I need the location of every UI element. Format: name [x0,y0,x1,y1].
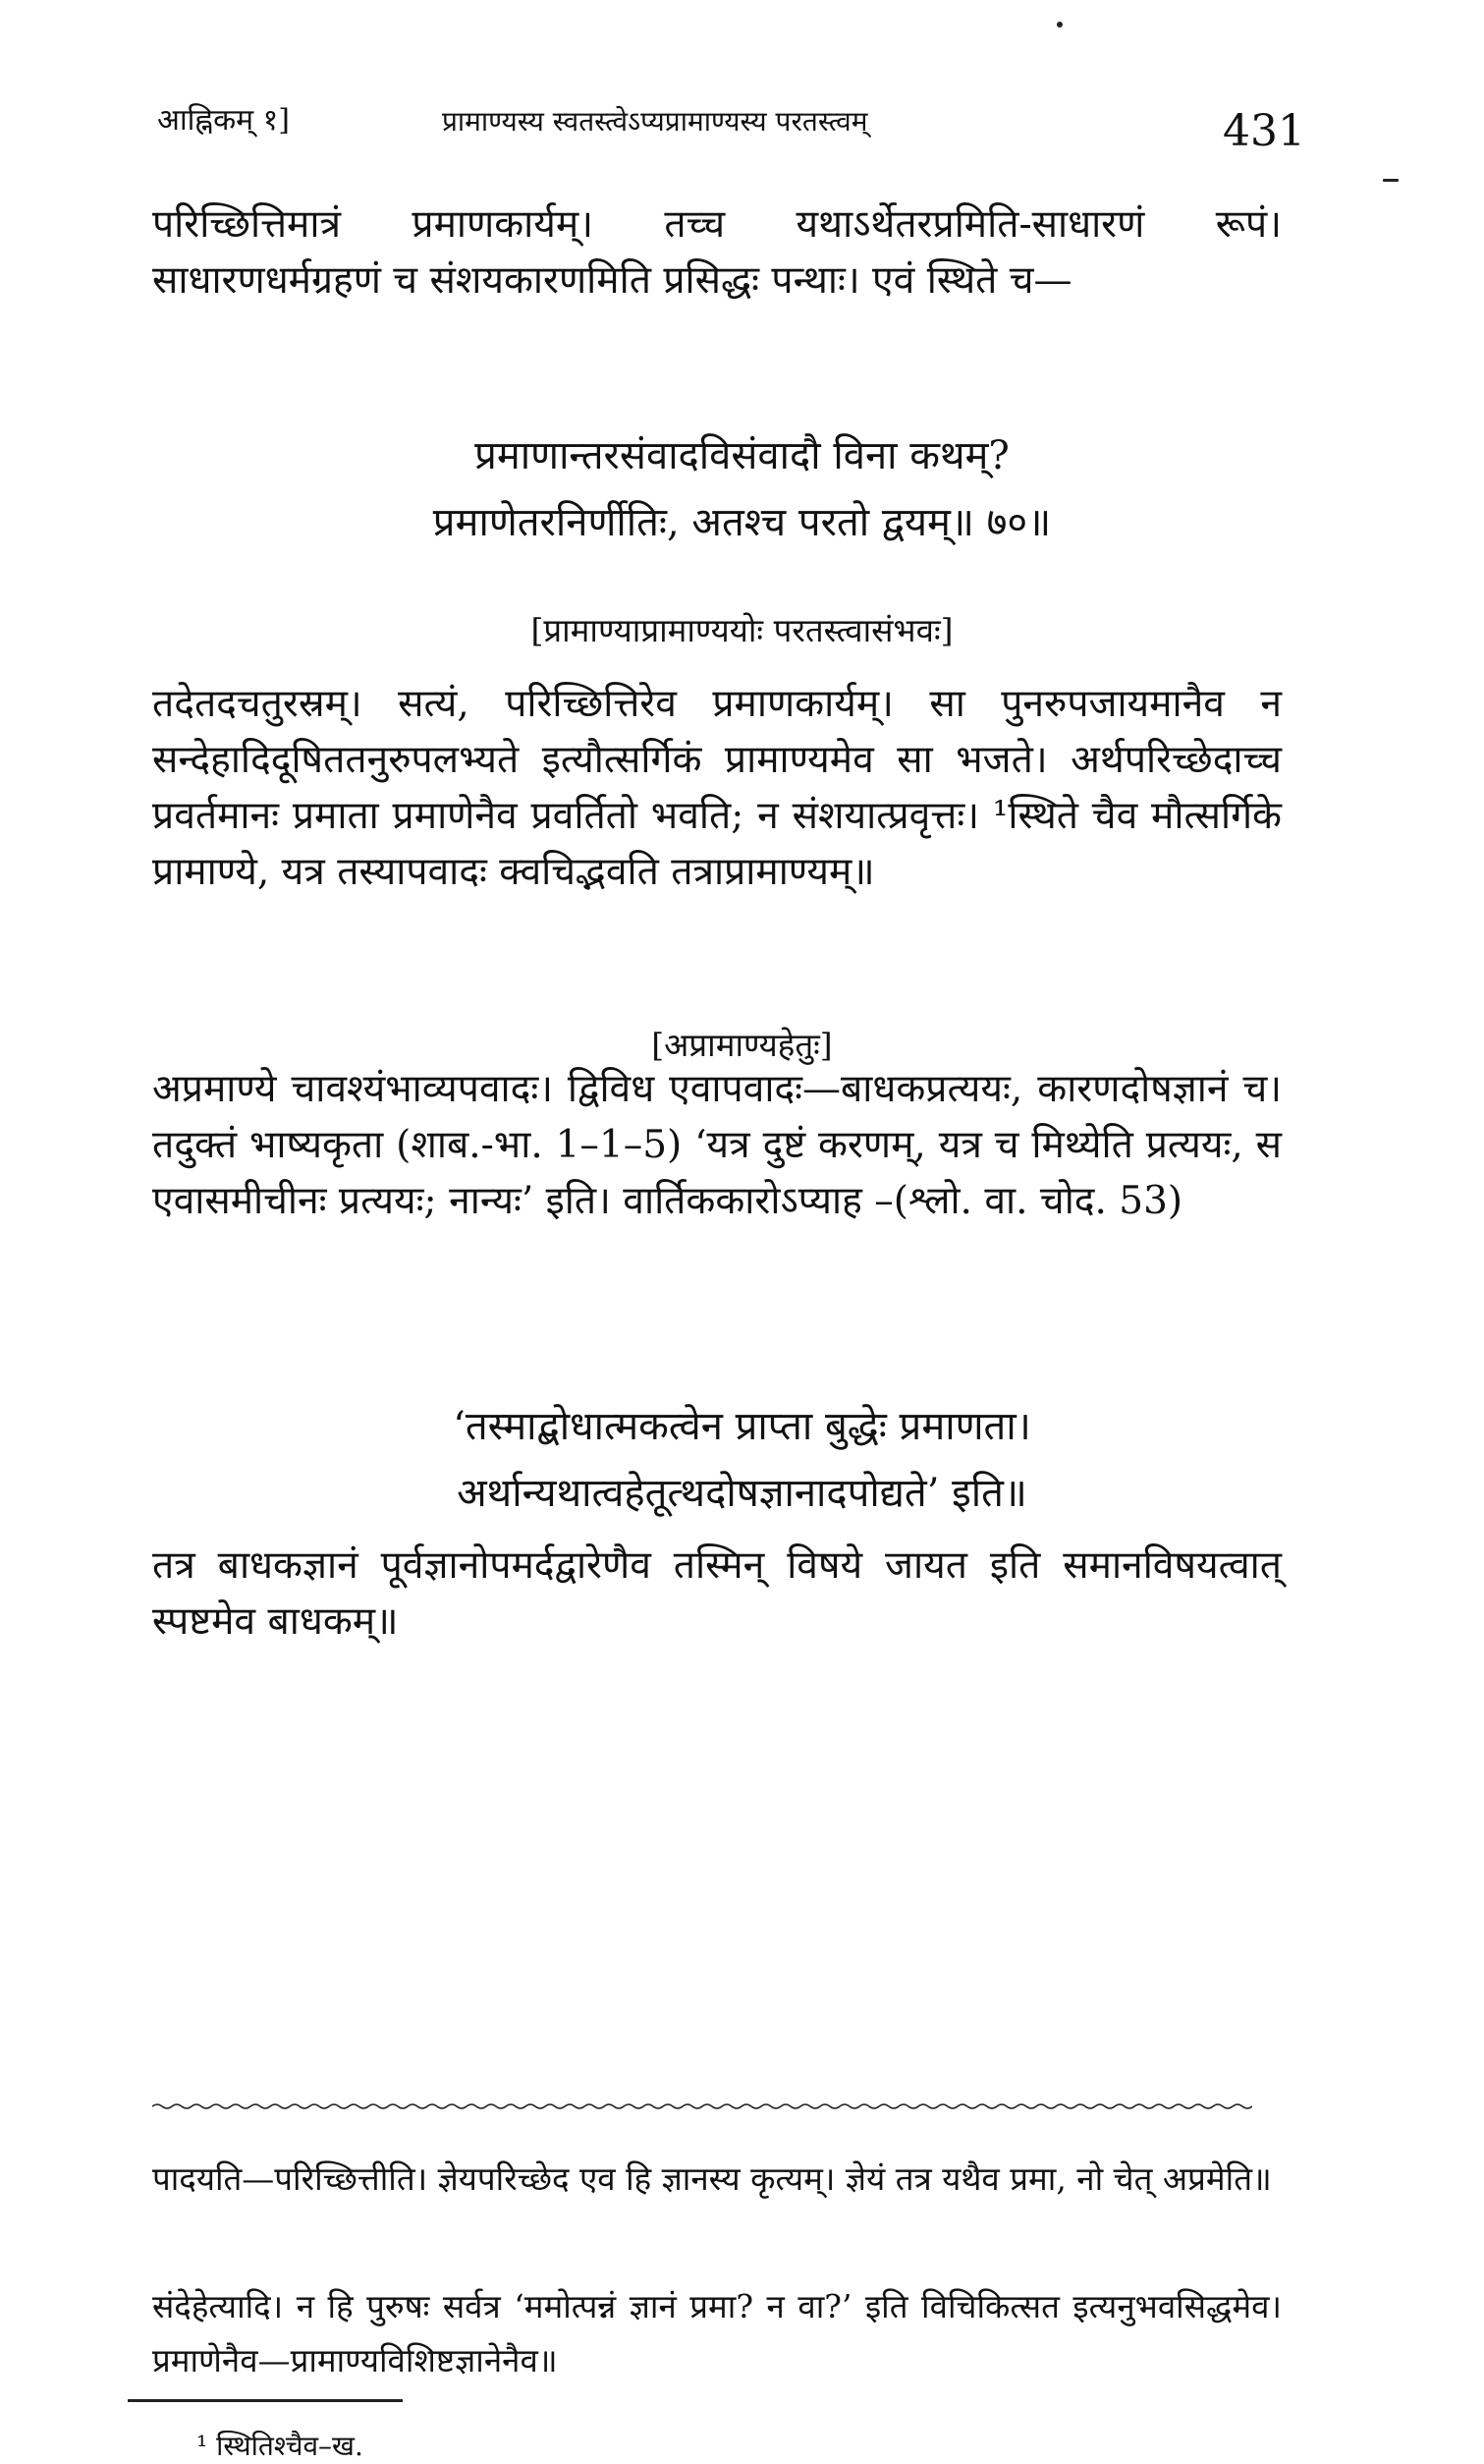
wavy-separator [152,2102,1252,2110]
quoted-verse-line-2: अर्थान्यथात्वहेतूत्थदोषज्ञानादपोद्यते’ इति॥ [457,1471,1027,1516]
section-heading-1: [प्रामाण्याप्रामाण्ययोः परतस्त्वासंभवः] [530,611,954,649]
verse-70-line-1: प्रमाणान्तरसंवादविसंवादौ विना कथम्? [474,433,1010,478]
running-header-left: आह्निकम् १] [157,103,290,138]
quoted-verse [0,1393,1484,1527]
verse-70 [0,422,1484,556]
footnote: ¹ स्थितिश्चैव–ख. [196,2430,363,2462]
paragraph-3: अप्रमाण्ये चावश्यंभाव्यपवादः। द्विविध एवापवादः—बाधकप्रत्ययः, कारणदोषज्ञानं च। तदुक्तं भाष्यकृता (शाब.-भा. 1–1–5) ‘यत्र दुष्टं करणम्, यत्र च मिथ्येति प्रत्ययः, स एवासमीचीनः प्रत्ययः; नान्यः’ इति। वार्तिककारोऽप्याह –(श्लो. वा. चोद. 53) [152,1067,1282,1223]
paragraph-4: तत्र बाधकज्ञानं पूर्वज्ञानोपमर्दद्वारेणैव तस्मिन् विषये जायत इति समानविषयत्वात् स्पष्टमेव बाधकम्॥ [152,1543,1282,1644]
speck-mark [1383,179,1399,182]
running-header-title: प्रामाण्यस्य स्वतस्त्वेऽप्यप्रामाण्यस्य परतस्त्वम् [442,105,868,138]
commentary-2: संदेहेत्यादि। न हि पुरुषः सर्वत्र ‘ममोत्पन्नं ज्ञानं प्रमा? न वा?’ इति विचिकित्सत इत्यनुभवसिद्धमेव। प्रमाणेनैव—प्रामाण्यविशिष्टज्ञानेनैव॥ [152,2287,1282,2380]
paragraph-2: तदेतदचतुरस्रम्। सत्यं, परिच्छित्तिरेव प्रमाणकार्यम्। सा पुनरुपजायमानैव न सन्देहादिदूषिततनुरुपलभ्यते इत्यौत्सर्गिकं प्रामाण्यमेव सा भजते। अर्थपरिच्छेदाच्च प्रवर्तमानः प्रमाता प्रमाणेनैव प्रवर्तितो भवति; न संशयात्प्रवृत्तः। ¹स्थिते चैव मौत्सर्गिके प्रामाण्ये, यत्र तस्यापवादः क्वचिद्भवति तत्राप्रामाण्यम्॥ [152,682,1282,894]
section-heading-2: [अप्रामाण्यहेतुः] [651,1026,833,1064]
commentary-1: पादयति—परिच्छित्तीति। ज्ञेयपरिच्छेद एव हि ज्ञानस्य कृत्यम्। ज्ञेयं तत्र यथैव प्रमा, नो चेत् अप्रमेति॥ [152,2159,1272,2198]
verse-70-line-2: प्रमाणेतरनिर्णीतिः, अतश्च परतो द्वयम्॥ ७०॥ [432,500,1052,545]
speck-mark [1057,22,1063,28]
quoted-verse-line-1: ‘तस्माद्बोधात्मकत्वेन प्राप्ता बुद्धेः प्रमाणता। [453,1404,1031,1449]
page-number: 431 [1223,106,1305,156]
paragraph-1: परिच्छित्तिमात्रं प्रमाणकार्यम्। तच्च यथाऽर्थेतरप्रमिति-साधारणं रूपं। साधारणधर्मग्रहणं च संशयकारणमिति प्रसिद्धः पन्थाः। एवं स्थिते च— [152,202,1282,303]
footnote-rule [128,2399,403,2402]
